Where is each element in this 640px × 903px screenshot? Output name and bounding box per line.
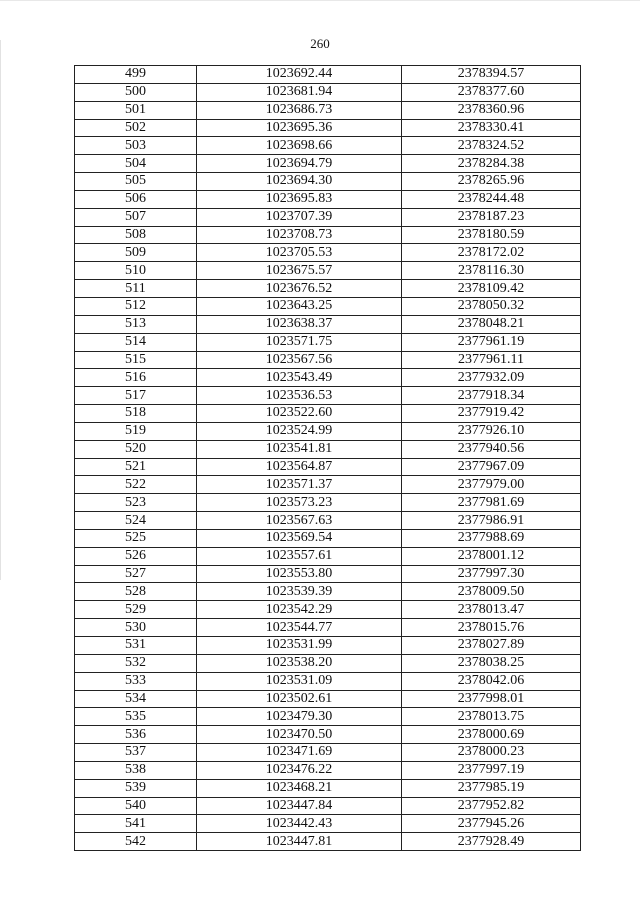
point-number-cell: 514 bbox=[75, 333, 197, 351]
y-coordinate-cell: 2377919.42 bbox=[402, 405, 581, 423]
y-coordinate-cell: 2377997.30 bbox=[402, 565, 581, 583]
y-coordinate-cell: 2377918.34 bbox=[402, 387, 581, 405]
y-coordinate-cell: 2378244.48 bbox=[402, 190, 581, 208]
y-coordinate-cell: 2377997.19 bbox=[402, 761, 581, 779]
table-row bbox=[75, 761, 581, 779]
x-coordinate-cell: 1023638.37 bbox=[197, 315, 402, 333]
table-row bbox=[75, 601, 581, 619]
point-number-cell: 520 bbox=[75, 440, 197, 458]
y-coordinate-cell: 2378050.32 bbox=[402, 297, 581, 315]
coordinates-table bbox=[74, 65, 581, 851]
table-row bbox=[75, 315, 581, 333]
table-row bbox=[75, 66, 581, 84]
x-coordinate-cell: 1023681.94 bbox=[197, 83, 402, 101]
x-coordinate-cell: 1023553.80 bbox=[197, 565, 402, 583]
x-coordinate-cell: 1023707.39 bbox=[197, 208, 402, 226]
x-coordinate-cell: 1023708.73 bbox=[197, 226, 402, 244]
x-coordinate-cell: 1023567.63 bbox=[197, 512, 402, 530]
point-number-cell: 500 bbox=[75, 83, 197, 101]
coordinates-table-body bbox=[75, 66, 581, 851]
point-number-cell: 517 bbox=[75, 387, 197, 405]
x-coordinate-cell: 1023541.81 bbox=[197, 440, 402, 458]
x-coordinate-cell: 1023544.77 bbox=[197, 619, 402, 637]
table-row bbox=[75, 351, 581, 369]
point-number-cell: 536 bbox=[75, 726, 197, 744]
point-number-cell: 533 bbox=[75, 672, 197, 690]
page-left-edge bbox=[0, 40, 1, 580]
point-number-cell: 537 bbox=[75, 744, 197, 762]
point-number-cell: 515 bbox=[75, 351, 197, 369]
x-coordinate-cell: 1023571.75 bbox=[197, 333, 402, 351]
x-coordinate-cell: 1023557.61 bbox=[197, 547, 402, 565]
y-coordinate-cell: 2377979.00 bbox=[402, 476, 581, 494]
x-coordinate-cell: 1023698.66 bbox=[197, 137, 402, 155]
x-coordinate-cell: 1023468.21 bbox=[197, 779, 402, 797]
table-row bbox=[75, 333, 581, 351]
table-row bbox=[75, 654, 581, 672]
x-coordinate-cell: 1023692.44 bbox=[197, 66, 402, 84]
table-row bbox=[75, 101, 581, 119]
table-row bbox=[75, 297, 581, 315]
table-row bbox=[75, 280, 581, 298]
point-number-cell: 511 bbox=[75, 280, 197, 298]
point-number-cell: 527 bbox=[75, 565, 197, 583]
y-coordinate-cell: 2378284.38 bbox=[402, 155, 581, 173]
point-number-cell: 506 bbox=[75, 190, 197, 208]
point-number-cell: 504 bbox=[75, 155, 197, 173]
table-row bbox=[75, 405, 581, 423]
x-coordinate-cell: 1023502.61 bbox=[197, 690, 402, 708]
point-number-cell: 510 bbox=[75, 262, 197, 280]
table-row bbox=[75, 529, 581, 547]
point-number-cell: 539 bbox=[75, 779, 197, 797]
table-row bbox=[75, 637, 581, 655]
table-row bbox=[75, 226, 581, 244]
point-number-cell: 526 bbox=[75, 547, 197, 565]
x-coordinate-cell: 1023470.50 bbox=[197, 726, 402, 744]
y-coordinate-cell: 2378027.89 bbox=[402, 637, 581, 655]
y-coordinate-cell: 2377986.91 bbox=[402, 512, 581, 530]
point-number-cell: 532 bbox=[75, 654, 197, 672]
point-number-cell: 540 bbox=[75, 797, 197, 815]
x-coordinate-cell: 1023536.53 bbox=[197, 387, 402, 405]
x-coordinate-cell: 1023694.30 bbox=[197, 173, 402, 191]
y-coordinate-cell: 2377940.56 bbox=[402, 440, 581, 458]
table-row bbox=[75, 155, 581, 173]
page-number: 260 bbox=[310, 36, 330, 51]
y-coordinate-cell: 2377928.49 bbox=[402, 833, 581, 851]
y-coordinate-cell: 2378042.06 bbox=[402, 672, 581, 690]
table-row bbox=[75, 83, 581, 101]
table-row bbox=[75, 815, 581, 833]
table-row bbox=[75, 726, 581, 744]
table-row bbox=[75, 779, 581, 797]
table-row bbox=[75, 476, 581, 494]
table-row bbox=[75, 422, 581, 440]
table-row bbox=[75, 708, 581, 726]
y-coordinate-cell: 2378001.12 bbox=[402, 547, 581, 565]
x-coordinate-cell: 1023531.09 bbox=[197, 672, 402, 690]
point-number-cell: 519 bbox=[75, 422, 197, 440]
table-row bbox=[75, 458, 581, 476]
point-number-cell: 529 bbox=[75, 601, 197, 619]
x-coordinate-cell: 1023564.87 bbox=[197, 458, 402, 476]
y-coordinate-cell: 2378013.75 bbox=[402, 708, 581, 726]
table-row bbox=[75, 619, 581, 637]
point-number-cell: 502 bbox=[75, 119, 197, 137]
x-coordinate-cell: 1023479.30 bbox=[197, 708, 402, 726]
table-row bbox=[75, 440, 581, 458]
table-row bbox=[75, 672, 581, 690]
table-row bbox=[75, 494, 581, 512]
table-row bbox=[75, 833, 581, 851]
point-number-cell: 524 bbox=[75, 512, 197, 530]
y-coordinate-cell: 2378172.02 bbox=[402, 244, 581, 262]
point-number-cell: 525 bbox=[75, 529, 197, 547]
y-coordinate-cell: 2378048.21 bbox=[402, 315, 581, 333]
table-row bbox=[75, 565, 581, 583]
y-coordinate-cell: 2378180.59 bbox=[402, 226, 581, 244]
point-number-cell: 528 bbox=[75, 583, 197, 601]
point-number-cell: 535 bbox=[75, 708, 197, 726]
table-row bbox=[75, 119, 581, 137]
table-row bbox=[75, 690, 581, 708]
y-coordinate-cell: 2378109.42 bbox=[402, 280, 581, 298]
y-coordinate-cell: 2377967.09 bbox=[402, 458, 581, 476]
point-number-cell: 509 bbox=[75, 244, 197, 262]
x-coordinate-cell: 1023694.79 bbox=[197, 155, 402, 173]
table-row bbox=[75, 547, 581, 565]
x-coordinate-cell: 1023567.56 bbox=[197, 351, 402, 369]
point-number-cell: 531 bbox=[75, 637, 197, 655]
x-coordinate-cell: 1023695.36 bbox=[197, 119, 402, 137]
point-number-cell: 521 bbox=[75, 458, 197, 476]
x-coordinate-cell: 1023543.49 bbox=[197, 369, 402, 387]
y-coordinate-cell: 2377961.11 bbox=[402, 351, 581, 369]
y-coordinate-cell: 2378265.96 bbox=[402, 173, 581, 191]
x-coordinate-cell: 1023524.99 bbox=[197, 422, 402, 440]
y-coordinate-cell: 2377985.19 bbox=[402, 779, 581, 797]
y-coordinate-cell: 2378013.47 bbox=[402, 601, 581, 619]
point-number-cell: 518 bbox=[75, 405, 197, 423]
y-coordinate-cell: 2377945.26 bbox=[402, 815, 581, 833]
x-coordinate-cell: 1023531.99 bbox=[197, 637, 402, 655]
y-coordinate-cell: 2377981.69 bbox=[402, 494, 581, 512]
x-coordinate-cell: 1023539.39 bbox=[197, 583, 402, 601]
point-number-cell: 505 bbox=[75, 173, 197, 191]
y-coordinate-cell: 2378015.76 bbox=[402, 619, 581, 637]
table-row bbox=[75, 208, 581, 226]
table-row bbox=[75, 137, 581, 155]
page-top-edge bbox=[0, 0, 640, 1]
x-coordinate-cell: 1023447.84 bbox=[197, 797, 402, 815]
x-coordinate-cell: 1023471.69 bbox=[197, 744, 402, 762]
table-row bbox=[75, 387, 581, 405]
point-number-cell: 516 bbox=[75, 369, 197, 387]
point-number-cell: 513 bbox=[75, 315, 197, 333]
y-coordinate-cell: 2378000.69 bbox=[402, 726, 581, 744]
y-coordinate-cell: 2378009.50 bbox=[402, 583, 581, 601]
x-coordinate-cell: 1023569.54 bbox=[197, 529, 402, 547]
point-number-cell: 501 bbox=[75, 101, 197, 119]
y-coordinate-cell: 2377988.69 bbox=[402, 529, 581, 547]
y-coordinate-cell: 2378360.96 bbox=[402, 101, 581, 119]
y-coordinate-cell: 2377932.09 bbox=[402, 369, 581, 387]
table-row bbox=[75, 797, 581, 815]
x-coordinate-cell: 1023643.25 bbox=[197, 297, 402, 315]
table-row bbox=[75, 744, 581, 762]
table-row bbox=[75, 190, 581, 208]
point-number-cell: 512 bbox=[75, 297, 197, 315]
table-row bbox=[75, 262, 581, 280]
x-coordinate-cell: 1023675.57 bbox=[197, 262, 402, 280]
y-coordinate-cell: 2378187.23 bbox=[402, 208, 581, 226]
y-coordinate-cell: 2377961.19 bbox=[402, 333, 581, 351]
point-number-cell: 503 bbox=[75, 137, 197, 155]
y-coordinate-cell: 2378038.25 bbox=[402, 654, 581, 672]
point-number-cell: 507 bbox=[75, 208, 197, 226]
point-number-cell: 508 bbox=[75, 226, 197, 244]
x-coordinate-cell: 1023476.22 bbox=[197, 761, 402, 779]
point-number-cell: 522 bbox=[75, 476, 197, 494]
point-number-cell: 523 bbox=[75, 494, 197, 512]
x-coordinate-cell: 1023442.43 bbox=[197, 815, 402, 833]
x-coordinate-cell: 1023573.23 bbox=[197, 494, 402, 512]
x-coordinate-cell: 1023695.83 bbox=[197, 190, 402, 208]
table-row bbox=[75, 583, 581, 601]
point-number-cell: 534 bbox=[75, 690, 197, 708]
x-coordinate-cell: 1023705.53 bbox=[197, 244, 402, 262]
x-coordinate-cell: 1023686.73 bbox=[197, 101, 402, 119]
table-row bbox=[75, 369, 581, 387]
y-coordinate-cell: 2378116.30 bbox=[402, 262, 581, 280]
table-row bbox=[75, 244, 581, 262]
y-coordinate-cell: 2377926.10 bbox=[402, 422, 581, 440]
y-coordinate-cell: 2377998.01 bbox=[402, 690, 581, 708]
point-number-cell: 541 bbox=[75, 815, 197, 833]
x-coordinate-cell: 1023542.29 bbox=[197, 601, 402, 619]
x-coordinate-cell: 1023571.37 bbox=[197, 476, 402, 494]
y-coordinate-cell: 2378377.60 bbox=[402, 83, 581, 101]
point-number-cell: 542 bbox=[75, 833, 197, 851]
x-coordinate-cell: 1023538.20 bbox=[197, 654, 402, 672]
y-coordinate-cell: 2378394.57 bbox=[402, 66, 581, 84]
x-coordinate-cell: 1023522.60 bbox=[197, 405, 402, 423]
point-number-cell: 538 bbox=[75, 761, 197, 779]
x-coordinate-cell: 1023447.81 bbox=[197, 833, 402, 851]
y-coordinate-cell: 2378330.41 bbox=[402, 119, 581, 137]
x-coordinate-cell: 1023676.52 bbox=[197, 280, 402, 298]
point-number-cell: 530 bbox=[75, 619, 197, 637]
y-coordinate-cell: 2378324.52 bbox=[402, 137, 581, 155]
table-row bbox=[75, 512, 581, 530]
y-coordinate-cell: 2378000.23 bbox=[402, 744, 581, 762]
table-row bbox=[75, 173, 581, 191]
point-number-cell: 499 bbox=[75, 66, 197, 84]
y-coordinate-cell: 2377952.82 bbox=[402, 797, 581, 815]
